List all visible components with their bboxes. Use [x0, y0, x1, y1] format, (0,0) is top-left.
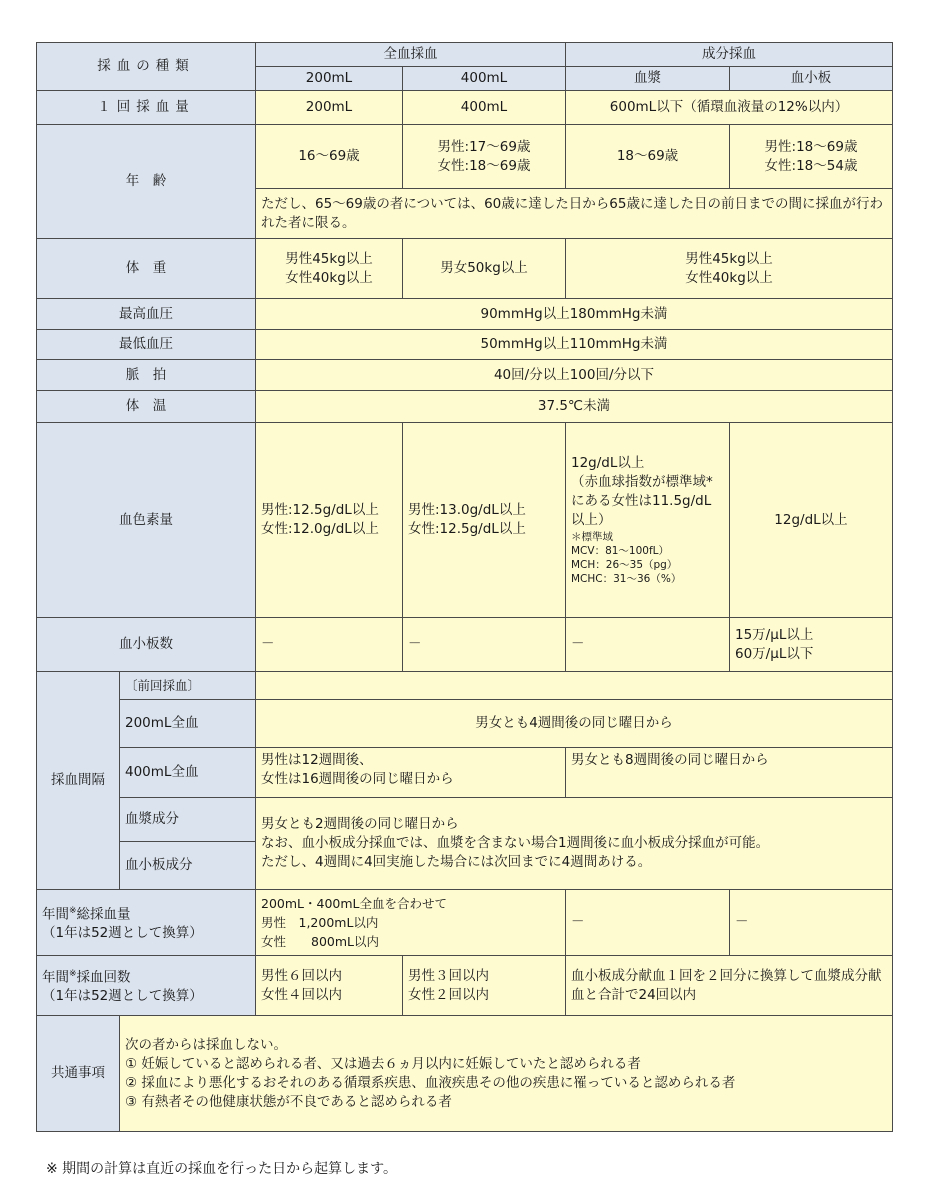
label-common: 共通事項 — [37, 1016, 120, 1132]
annual-volume-platelet: － — [730, 890, 893, 956]
header-whole-blood: 全血採血 — [256, 43, 566, 67]
annual-count-label-b: 採血回数 — [76, 969, 131, 986]
plt-200ml: － — [256, 618, 403, 672]
hb-platelet: 12g/dL以上 — [730, 423, 893, 618]
label-annual-volume — [37, 890, 256, 956]
volume-component: 600mL以下（循環血液量の12%以内） — [566, 91, 893, 125]
label-sbp: 最高血圧 — [37, 299, 256, 330]
hb-plasma — [566, 423, 730, 618]
sbp-value: 90mmHg以上180mmHg未満 — [256, 299, 893, 330]
hb-400ml: 男性:13.0g/dL以上 女性:12.5g/dL以上 — [403, 423, 566, 618]
interval-400ml-first: 男性は12週間後、 女性は16週間後の同じ曜日から — [256, 748, 566, 798]
interval-component-value: 男女とも2週間後の同じ曜日から なお、血小板成分採血では、血漿を含まない場合1週間後に血小板成分採血が可能。 ただし、4週間に4回実施した場合には次回までに4週間あける。 — [256, 798, 893, 890]
volume-400ml: 400mL — [403, 91, 566, 125]
annual-volume-label-c: （1年は52週として換算） — [42, 925, 203, 942]
interval-prev-label: 〔前回採血〕 — [120, 672, 256, 700]
interval-prev-empty — [256, 672, 893, 700]
age-200ml: 16～69歳 — [256, 125, 403, 189]
annual-count-400ml: 男性３回以内 女性２回以内 — [403, 956, 566, 1016]
annual-volume-mark: ※ — [69, 905, 77, 916]
pulse-value: 40回/分以上100回/分以下 — [256, 360, 893, 391]
dbp-value: 50mmHg以上110mmHg未満 — [256, 330, 893, 360]
plt-400ml: － — [403, 618, 566, 672]
label-annual-count — [37, 956, 256, 1016]
blood-donation-criteria-table — [36, 42, 893, 1132]
interval-200ml-value: 男女とも4週間後の同じ曜日から — [256, 700, 893, 748]
interval-platelet-label: 血小板成分 — [120, 842, 256, 890]
age-plasma: 18～69歳 — [566, 125, 730, 189]
hb-plasma-main: 12g/dL以上 （赤血球指数が標準域*にある女性は11.5g/dL以上） — [571, 455, 713, 528]
annual-volume-label-a: 年間 — [42, 906, 69, 923]
plt-plasma: － — [566, 618, 730, 672]
label-dbp: 最低血圧 — [37, 330, 256, 360]
header-kind: 採血の種類 — [37, 43, 256, 91]
annual-count-200ml: 男性６回以内 女性４回以内 — [256, 956, 403, 1016]
interval-200ml-label: 200mL全血 — [120, 700, 256, 748]
header-component: 成分採血 — [566, 43, 893, 67]
label-hemoglobin: 血色素量 — [37, 423, 256, 618]
plt-platelet: 15万/μL以上 60万/μL以下 — [730, 618, 893, 672]
annual-count-label-a: 年間 — [42, 969, 69, 986]
label-age: 年 齢 — [37, 125, 256, 239]
hb-200ml: 男性:12.5g/dL以上 女性:12.0g/dL以上 — [256, 423, 403, 618]
annual-volume-plasma: － — [566, 890, 730, 956]
age-platelet: 男性:18～69歳 女性:18～54歳 — [730, 125, 893, 189]
annual-count-mark: ※ — [69, 968, 77, 979]
label-weight: 体 重 — [37, 239, 256, 299]
header-plasma: 血漿 — [566, 67, 730, 91]
interval-plasma-label: 血漿成分 — [120, 798, 256, 842]
weight-200ml: 男性45kg以上 女性40kg以上 — [256, 239, 403, 299]
header-platelet: 血小板 — [730, 67, 893, 91]
hb-plasma-reference: ＊標準域 MCV：81～100fL） MCH：26～35（pg） MCHC：31～36（%） — [571, 531, 682, 585]
interval-400ml-label: 400mL全血 — [120, 748, 256, 798]
header-400ml: 400mL — [403, 67, 566, 91]
label-interval: 採血間隔 — [37, 672, 120, 890]
footnote: ※ 期間の計算は直近の採血を行った日から起算します。 — [46, 1161, 398, 1177]
header-200ml: 200mL — [256, 67, 403, 91]
label-platelet-count: 血小板数 — [37, 618, 256, 672]
annual-count-component: 血小板成分献血１回を２回分に換算して血漿成分献血と合計で24回以内 — [566, 956, 893, 1016]
annual-volume-whole: 200mL・400mL全血を合わせて 男性 1,200mL以内 女性 800mL以内 — [256, 890, 566, 956]
label-volume: １回採血量 — [37, 91, 256, 125]
annual-count-label-c: （1年は52週として換算） — [42, 988, 203, 1005]
annual-volume-label-b: 総採血量 — [76, 906, 131, 923]
weight-400ml: 男女50kg以上 — [403, 239, 566, 299]
temp-value: 37.5℃未満 — [256, 391, 893, 423]
age-note: ただし、65～69歳の者については、60歳に達した日から65歳に達した日の前日までの間に採血が行われた者に限る。 — [256, 189, 893, 239]
weight-component: 男性45kg以上 女性40kg以上 — [566, 239, 893, 299]
interval-400ml-second: 男女とも8週間後の同じ曜日から — [566, 748, 893, 798]
label-pulse: 脈 拍 — [37, 360, 256, 391]
label-temp: 体 温 — [37, 391, 256, 423]
common-text: 次の者からは採血しない。 ① 妊娠していると認められる者、又は過去６ヵ月以内に妊娠していたと認められる者 ② 採血により悪化するおそれのある循環系疾患、血液疾患その他の疾患に罹っていると認められる者 ③ 有熱者その他健康状態が不良であると認められる者 — [120, 1016, 893, 1132]
age-400ml: 男性:17～69歳 女性:18～69歳 — [403, 125, 566, 189]
volume-200ml: 200mL — [256, 91, 403, 125]
